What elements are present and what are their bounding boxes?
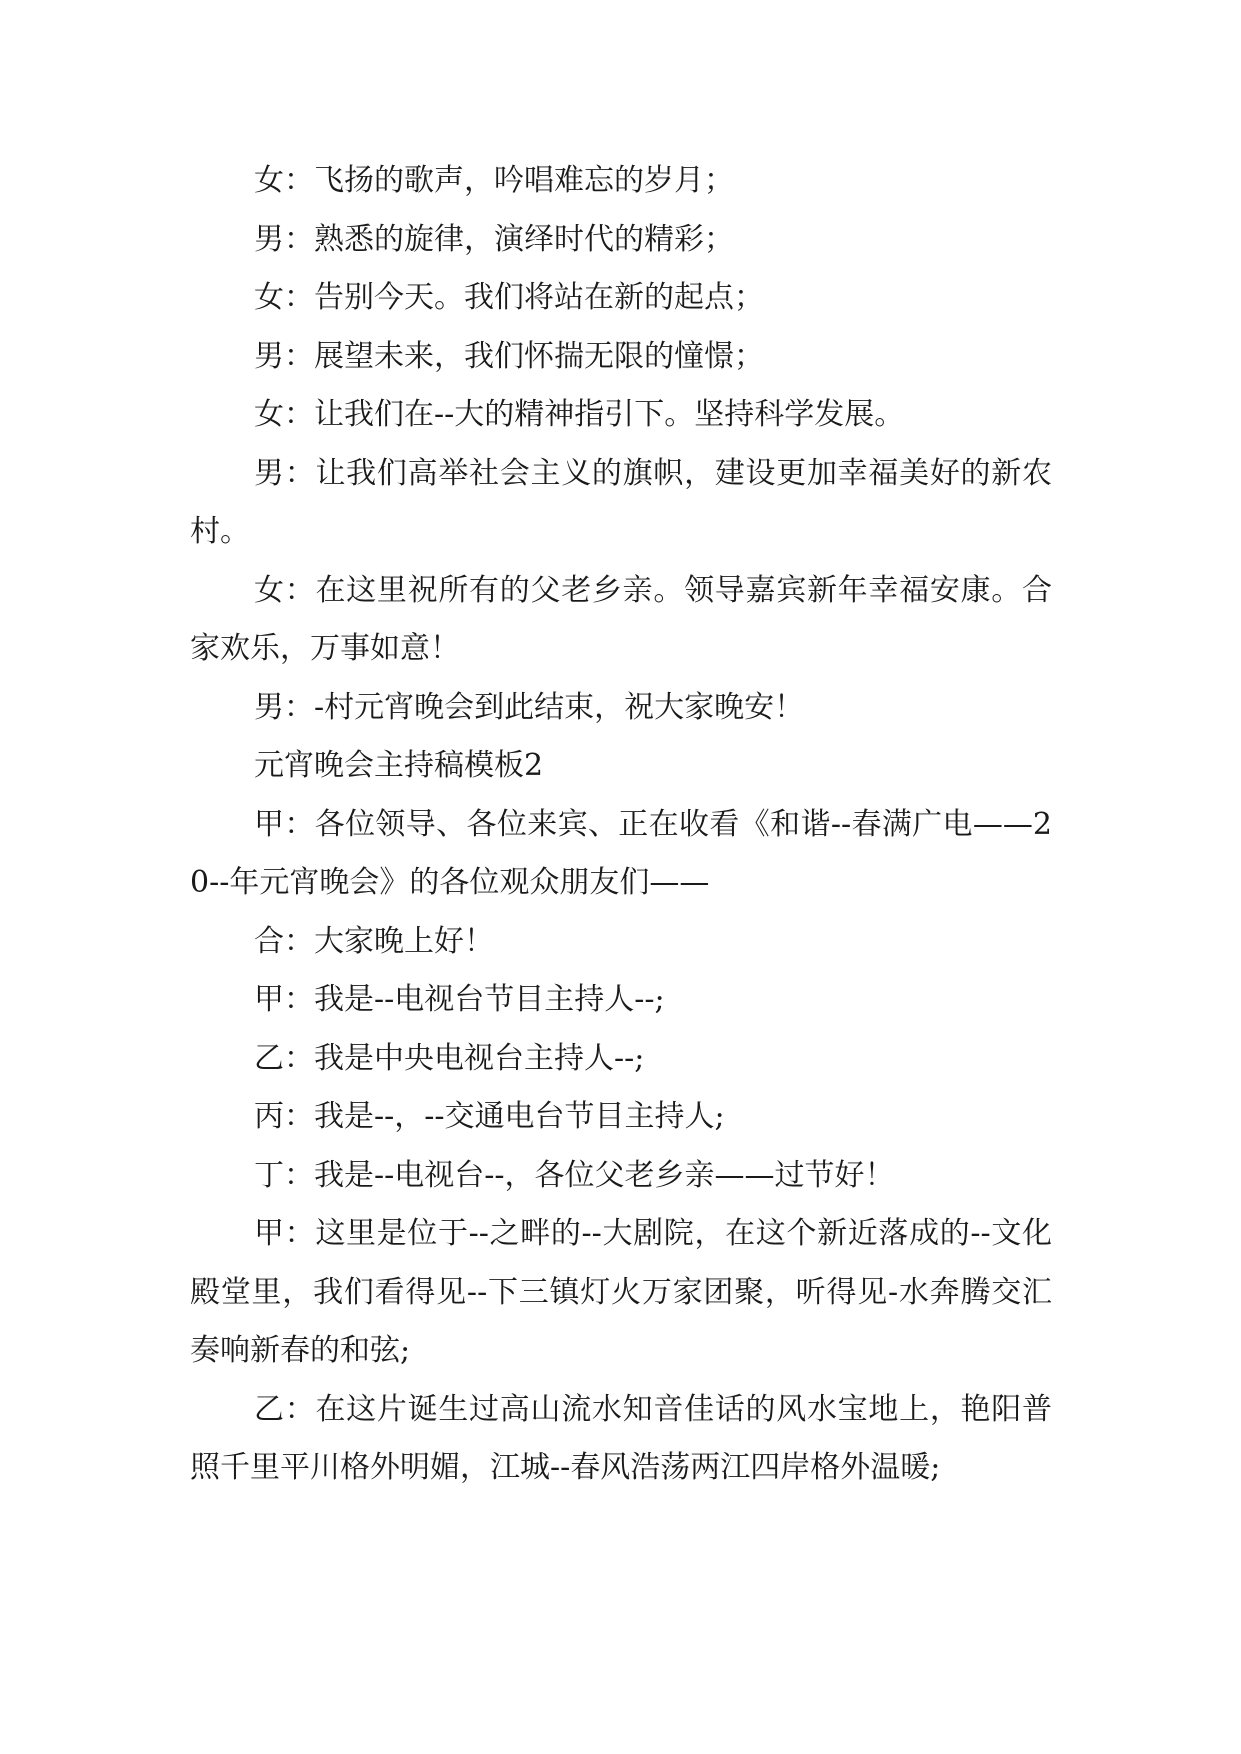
paragraph: 丁：我是--电视台--，各位父老乡亲——过节好！: [254, 1157, 895, 1193]
paragraph: 甲：我是--电视台节目主持人--;: [254, 982, 665, 1017]
paragraph: 乙：在这片诞生过高山流水知音佳话的风水宝地上，艳阳普照千里平川格外明媚，江城--春风浩荡两江四岸格外温暖;: [190, 1391, 1052, 1485]
paragraph: 女：在这里祝所有的父老乡亲。领导嘉宾新年幸福安康。合家欢乐，万事如意！: [190, 572, 1052, 666]
paragraph: 甲：这里是位于--之畔的--大剧院，在这个新近落成的--文化殿堂里，我们看得见--下三镇灯火万家团聚，听得见-水奔腾交汇奏响新春的和弦;: [190, 1216, 1052, 1368]
paragraph: 男：熟悉的旋律，演绎时代的精彩；: [254, 221, 734, 257]
paragraph: 乙：我是中央电视台主持人--;: [254, 1040, 645, 1076]
paragraph: 合：大家晚上好！: [254, 923, 494, 959]
paragraph: 男：展望未来，我们怀揣无限的憧憬；: [254, 338, 764, 374]
paragraph: 甲：各位领导、各位来宾、正在收看《和谐--春满广电——20--年元宵晚会》的各位观众朋友们——: [190, 806, 1052, 900]
paragraph: 丙：我是--，--交通电台节目主持人;: [254, 1099, 725, 1134]
section-heading: 元宵晚会主持稿模板2: [254, 748, 544, 783]
document-body: [190, 152, 1052, 1498]
paragraph: 女：飞扬的歌声，吟唱难忘的岁月；: [254, 163, 734, 198]
paragraph: 男：让我们高举社会主义的旗帜，建设更加幸福美好的新农村。: [190, 455, 1052, 549]
paragraph: 男：-村元宵晚会到此结束，祝大家晚安！: [254, 689, 805, 725]
paragraph: 女：告别今天。我们将站在新的起点；: [254, 280, 764, 315]
paragraph: 女：让我们在--大的精神指引下。坚持科学发展。: [254, 397, 905, 432]
